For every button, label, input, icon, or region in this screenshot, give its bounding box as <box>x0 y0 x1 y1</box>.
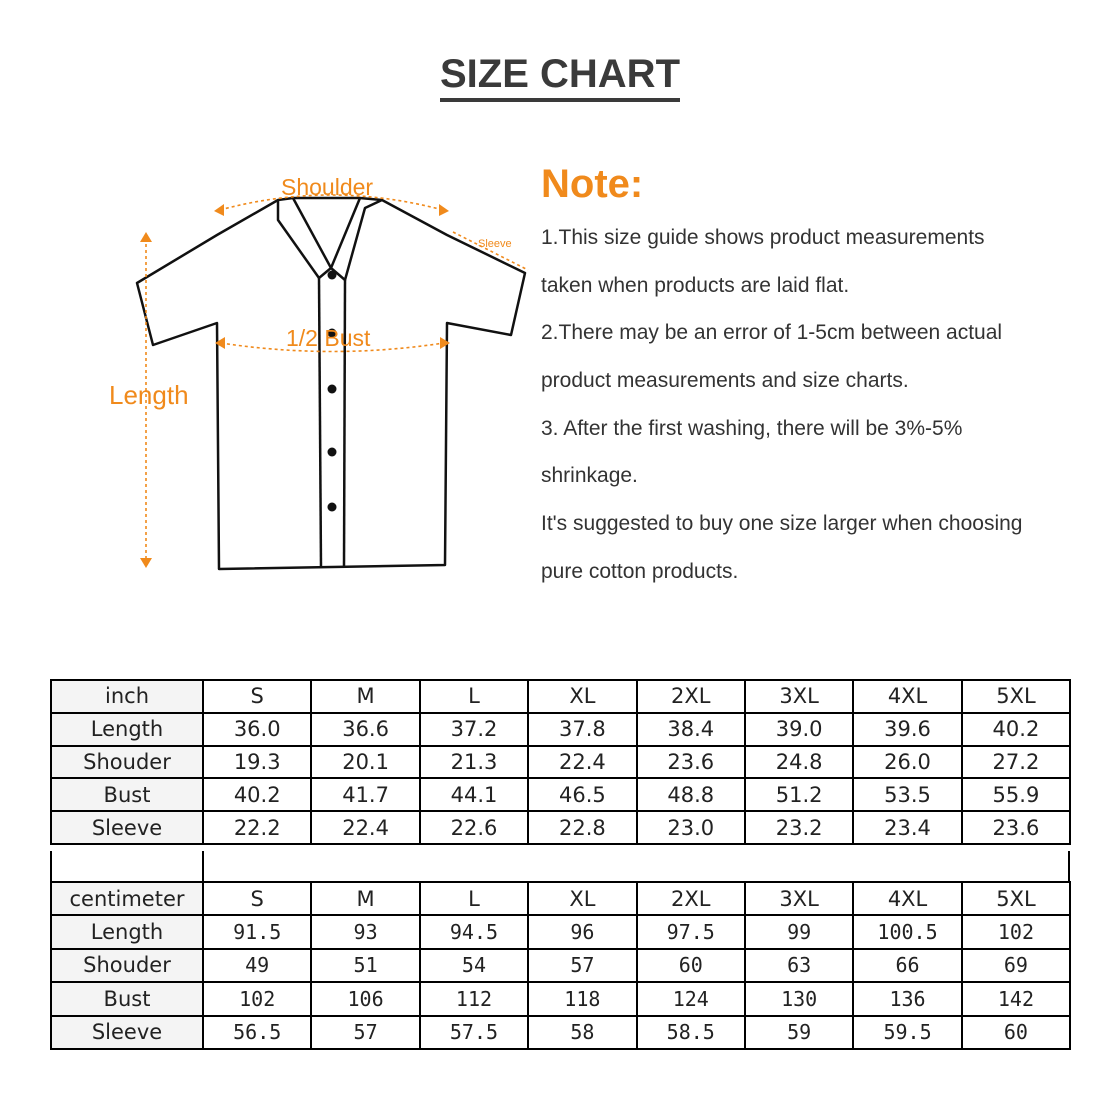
table-cell: 54 <box>420 949 528 982</box>
table-cell: 40.2 <box>962 713 1070 746</box>
table-cell: 57 <box>311 1016 419 1049</box>
row-label: Sleeve <box>51 1016 203 1049</box>
table-cell: 60 <box>637 949 745 982</box>
note-line: product measurements and size charts. <box>541 369 909 393</box>
size-header: S <box>203 680 311 713</box>
table-cell: 20.1 <box>311 746 419 779</box>
size-header: XL <box>528 882 636 915</box>
table-cell: 37.2 <box>420 713 528 746</box>
unit-header: inch <box>51 680 203 713</box>
table-cell: 38.4 <box>637 713 745 746</box>
note-line: shrinkage. <box>541 464 638 488</box>
table-cell: 53.5 <box>853 778 961 811</box>
note-list <box>541 220 1111 602</box>
table-header-row <box>51 680 1070 713</box>
table-cell: 22.4 <box>528 746 636 779</box>
table-cell: 21.3 <box>420 746 528 779</box>
note-line: 2.There may be an error of 1-5cm between actual <box>541 321 1003 345</box>
row-label: Length <box>51 713 203 746</box>
centimeter-size-table <box>50 881 1071 1050</box>
row-label: Length <box>51 915 203 948</box>
shirt-outline-icon <box>100 160 540 580</box>
row-label: Shouder <box>51 949 203 982</box>
table-cell: 69 <box>962 949 1070 982</box>
table-cell: 23.6 <box>637 746 745 779</box>
table-cell: 102 <box>962 915 1070 948</box>
size-header: L <box>420 882 528 915</box>
table-cell: 59 <box>745 1016 853 1049</box>
size-header: S <box>203 882 311 915</box>
row-label: Bust <box>51 778 203 811</box>
size-header: 3XL <box>745 680 853 713</box>
table-cell: 124 <box>637 982 745 1015</box>
table-row <box>51 746 1070 779</box>
table-row <box>51 713 1070 746</box>
table-cell: 91.5 <box>203 915 311 948</box>
table-cell: 22.2 <box>203 811 311 844</box>
table-cell: 99 <box>745 915 853 948</box>
table-cell: 58.5 <box>637 1016 745 1049</box>
table-cell: 26.0 <box>853 746 961 779</box>
unit-header: centimeter <box>51 882 203 915</box>
size-header: 5XL <box>962 680 1070 713</box>
note-line: taken when products are laid flat. <box>541 273 850 297</box>
size-header: L <box>420 680 528 713</box>
table-cell: 39.0 <box>745 713 853 746</box>
table-cell: 60 <box>962 1016 1070 1049</box>
table-cell: 130 <box>745 982 853 1015</box>
inch-size-table <box>50 679 1071 845</box>
table-header-row <box>51 882 1070 915</box>
row-label: Bust <box>51 982 203 1015</box>
table-row <box>51 778 1070 811</box>
table-cell: 96 <box>528 915 636 948</box>
sleeve-label: Sleeve <box>478 238 512 250</box>
table-cell: 56.5 <box>203 1016 311 1049</box>
table-row <box>51 811 1070 844</box>
table-cell: 27.2 <box>962 746 1070 779</box>
size-header: XL <box>528 680 636 713</box>
shirt-diagram <box>100 160 540 580</box>
table-cell: 51.2 <box>745 778 853 811</box>
table-cell: 142 <box>962 982 1070 1015</box>
table-cell: 58 <box>528 1016 636 1049</box>
size-header: 4XL <box>853 680 961 713</box>
table-cell: 100.5 <box>853 915 961 948</box>
table-cell: 49 <box>203 949 311 982</box>
note-line: 3. After the first washing, there will be 3%-5% <box>541 416 963 440</box>
table-cell: 40.2 <box>203 778 311 811</box>
table-cell: 57 <box>528 949 636 982</box>
table-cell: 106 <box>311 982 419 1015</box>
table-row <box>51 1016 1070 1049</box>
table-cell: 22.6 <box>420 811 528 844</box>
table-cell: 55.9 <box>962 778 1070 811</box>
note-line: pure cotton products. <box>541 559 739 583</box>
table-cell: 57.5 <box>420 1016 528 1049</box>
size-header: 4XL <box>853 882 961 915</box>
size-header: M <box>311 882 419 915</box>
length-label: Length <box>109 380 189 410</box>
table-cell: 19.3 <box>203 746 311 779</box>
table-spacer-row <box>50 851 1070 883</box>
table-cell: 48.8 <box>637 778 745 811</box>
table-cell: 22.4 <box>311 811 419 844</box>
table-cell: 39.6 <box>853 713 961 746</box>
table-cell: 51 <box>311 949 419 982</box>
row-label: Shouder <box>51 746 203 779</box>
table-cell: 94.5 <box>420 915 528 948</box>
table-cell: 36.6 <box>311 713 419 746</box>
table-cell: 23.0 <box>637 811 745 844</box>
table-cell: 46.5 <box>528 778 636 811</box>
table-row <box>51 982 1070 1015</box>
shoulder-label: Shoulder <box>281 174 374 200</box>
table-cell: 23.4 <box>853 811 961 844</box>
table-cell: 59.5 <box>853 1016 961 1049</box>
size-header: 5XL <box>962 882 1070 915</box>
table-row <box>51 949 1070 982</box>
size-header: M <box>311 680 419 713</box>
table-cell: 97.5 <box>637 915 745 948</box>
size-header: 2XL <box>637 680 745 713</box>
table-cell: 44.1 <box>420 778 528 811</box>
page-title: SIZE CHART <box>440 52 680 102</box>
page-title-wrap <box>0 52 1120 102</box>
table-cell: 102 <box>203 982 311 1015</box>
size-header: 2XL <box>637 882 745 915</box>
note-heading: Note: <box>541 162 644 206</box>
table-cell: 93 <box>311 915 419 948</box>
table-cell: 136 <box>853 982 961 1015</box>
divider <box>202 851 204 883</box>
table-cell: 37.8 <box>528 713 636 746</box>
table-row <box>51 915 1070 948</box>
table-cell: 63 <box>745 949 853 982</box>
table-cell: 22.8 <box>528 811 636 844</box>
table-cell: 118 <box>528 982 636 1015</box>
table-cell: 24.8 <box>745 746 853 779</box>
table-cell: 23.2 <box>745 811 853 844</box>
half-bust-label: 1/2 Bust <box>286 325 371 351</box>
note-line: It's suggested to buy one size larger when choosing <box>541 512 1023 536</box>
table-cell: 23.6 <box>962 811 1070 844</box>
size-header: 3XL <box>745 882 853 915</box>
table-cell: 36.0 <box>203 713 311 746</box>
table-cell: 112 <box>420 982 528 1015</box>
table-cell: 66 <box>853 949 961 982</box>
row-label: Sleeve <box>51 811 203 844</box>
note-line: 1.This size guide shows product measurements <box>541 226 985 249</box>
table-cell: 41.7 <box>311 778 419 811</box>
